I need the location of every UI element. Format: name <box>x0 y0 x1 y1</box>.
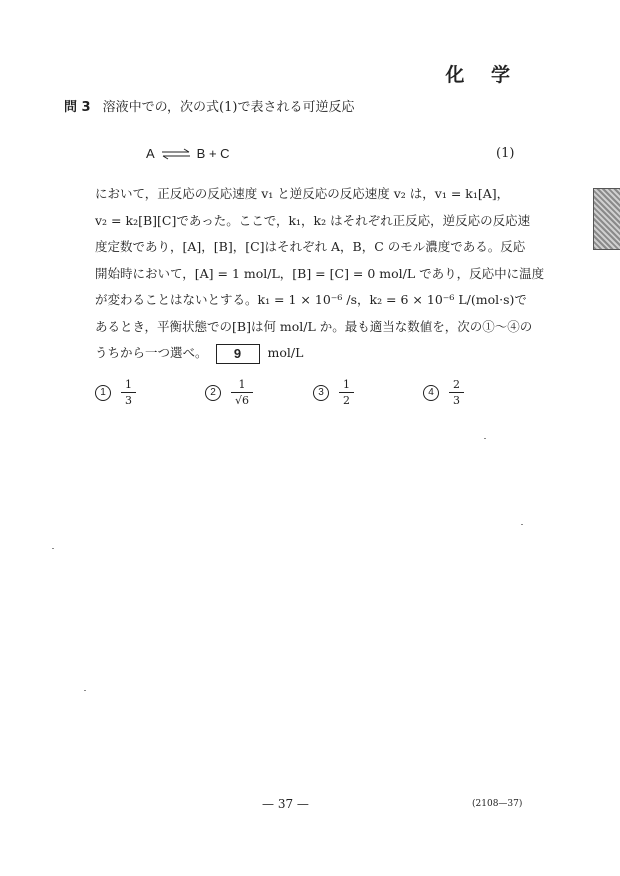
choice-denominator: 3 <box>449 392 464 407</box>
page-number: — 37 — <box>262 797 309 811</box>
body-line-7-text: うちから一つ選べ。 <box>95 345 208 360</box>
scan-speck <box>484 438 486 439</box>
choice-number-4: 4 <box>423 385 439 401</box>
subject-heading: 化 学 <box>445 64 520 86</box>
question-number: 問 3 <box>64 100 91 115</box>
section-tab-marker <box>593 188 620 250</box>
choice-number-1: 1 <box>95 385 111 401</box>
choice-2[interactable] <box>205 378 253 407</box>
body-line-4: 開始時において，[A] = 1 mol/L，[B] = [C] = 0 mol/L であり，反応中に温度 <box>95 265 545 281</box>
choice-1[interactable] <box>95 378 136 407</box>
choice-fraction-1 <box>121 378 136 407</box>
answer-unit: mol/L <box>267 345 304 360</box>
choice-numerator: 1 <box>343 378 350 391</box>
choice-number-2: 2 <box>205 385 221 401</box>
choice-3[interactable] <box>313 378 354 407</box>
equilibrium-arrow-icon <box>161 148 191 160</box>
scan-speck <box>52 548 54 549</box>
reaction-equation <box>146 146 230 161</box>
question-intro <box>64 96 354 115</box>
choice-fraction-2 <box>231 378 253 407</box>
choice-numerator: 2 <box>453 378 460 391</box>
body-line-3: 度定数であり，[A]，[B]，[C]はそれぞれ A，B，C のモル濃度である。反応 <box>95 239 526 254</box>
answer-box[interactable]: 9 <box>216 344 260 364</box>
document-code: (2108—37) <box>472 799 523 809</box>
body-line-2: v₂ = k₂[B][C]であった。ここで，k₁，k₂ はそれぞれ正反応，逆反応の反応速 <box>95 212 531 228</box>
choice-4[interactable] <box>423 378 464 407</box>
body-line-6: あるとき，平衡状態での[B]は何 mol/L か。最も適当な数値を，次の①～④の <box>95 318 533 334</box>
scan-speck <box>84 690 86 691</box>
body-line-1: において，正反応の反応速度 v₁ と逆反応の反応速度 v₂ は，v₁ = k₁[A]， <box>95 186 510 201</box>
equation-number: (1) <box>496 146 515 161</box>
choice-fraction-3 <box>339 378 354 407</box>
choice-denominator: 3 <box>121 392 136 407</box>
choice-denominator: 2 <box>339 392 354 407</box>
equation-left: A <box>146 146 155 161</box>
choice-denominator: √6 <box>231 392 253 407</box>
choice-numerator: 1 <box>125 378 132 391</box>
choice-fraction-4 <box>449 378 464 407</box>
equation-right: B + C <box>196 146 230 161</box>
body-line-5: が変わることはないとする。k₁ = 1 × 10⁻⁶ /s，k₂ = 6 × 10⁻⁶ L/(mol·s)で <box>95 292 527 307</box>
body-line-7 <box>95 340 303 367</box>
question-intro-text: 溶液中での，次の式(1)で表される可逆反応 <box>102 100 355 115</box>
scan-speck <box>521 524 523 525</box>
choice-numerator: 1 <box>238 378 246 391</box>
choice-number-3: 3 <box>313 385 329 401</box>
